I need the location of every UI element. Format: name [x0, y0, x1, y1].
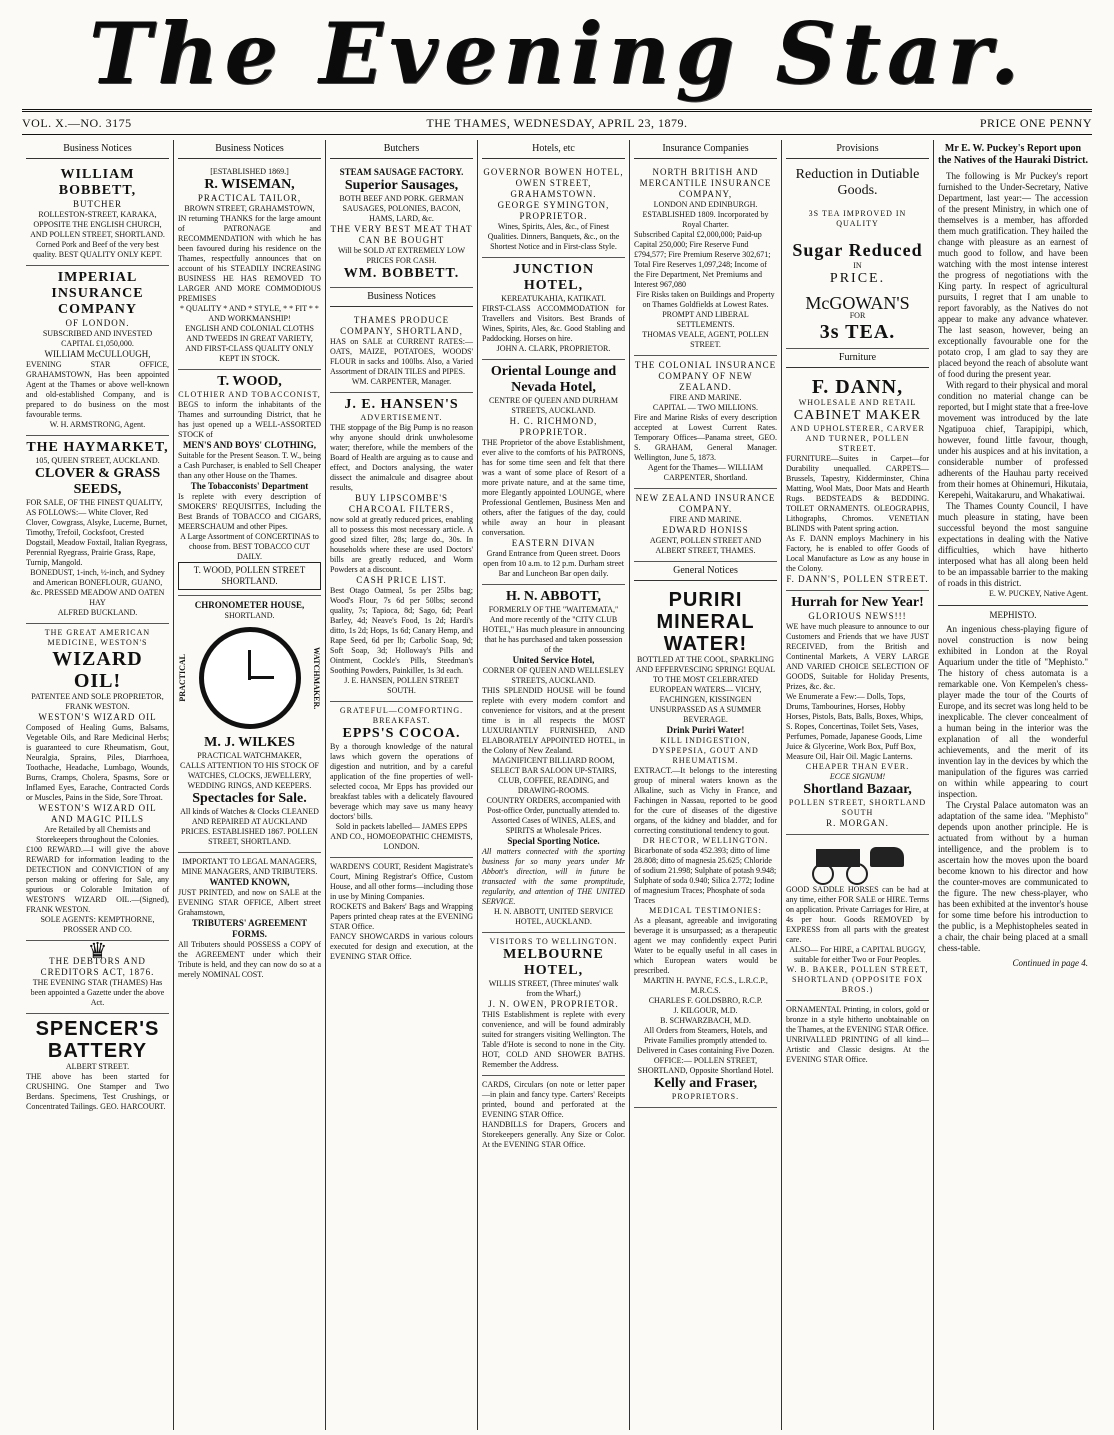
clock-icon: [199, 627, 301, 729]
masthead: [0, 0, 1114, 108]
ornamental-text: ORNAMENTAL Printing, in colors, gold or bronze in a style hitherto unobtainable on the Thames, at the EVENING STAR Office.: [786, 1005, 929, 1034]
ad-subtitle: WESTON'S WIZARD OIL: [38, 712, 157, 722]
magic-pills: WESTON'S WIZARD OIL AND MAGIC PILLS: [38, 803, 157, 824]
dateline-rule: [22, 134, 1092, 135]
ad-title: T. WOOD,: [217, 374, 282, 389]
cloths-line: ENGLISH AND COLONIAL CLOTHS AND TWEEDS IN GREAT VARIETY, AND FIRST-CLASS QUALITY ONLY KEPT IN STOCK.: [185, 324, 314, 363]
clock-right-label: WATCHMAKER.: [312, 646, 321, 710]
drink-heading: Drink Puriri Water!: [666, 725, 745, 735]
ad-title: THE COLONIAL INSURANCE COMPANY OF NEW ZEALAND.: [634, 360, 777, 392]
ad-text: Fire and Marine Risks of every description accepted at Lowest Current Rates. Temporary Offices—Panama street, GEO. S. GRAHAM, General Manager. Wellington, June 5, 1873.: [634, 413, 777, 462]
bazaar-owner: R. MORGAN.: [826, 818, 889, 828]
tobacconist-heading: The Tobacconists' Department: [190, 481, 309, 491]
spectacles-text: All kinds of Watches & Clocks CLEANED AND REPAIRED AT AUCKLAND PRICES. ESTABLISHED 1867. POLLEN STREET, SHORTLAND.: [180, 807, 319, 846]
ad-proprietor: GEORGE SYMINGTON, PROPRIETOR.: [497, 200, 610, 221]
column-4: [478, 140, 630, 1430]
ad-address: ALBERT STREET.: [65, 1062, 130, 1071]
warden-text: WARDEN'S COURT, Resident Magistrate's Court, Mining Registrar's Office, Custom House, and all other forms—including those in use by Mining Companies.: [330, 862, 473, 901]
printing-ads: [482, 1076, 625, 1155]
established: [ESTABLISHED 1869.]: [210, 167, 289, 176]
ad-signature: J. E. HANSEN, POLLEN STREET SOUTH.: [344, 676, 459, 695]
ad-pretitle: THE GREAT AMERICAN MEDICINE, WESTON'S: [44, 628, 151, 647]
ad-subtitle: BUTCHER: [72, 199, 122, 209]
article-paragraph: An ingenious chess-playing figure of novel construction is now being exhibited in London at the Royal Aquarium under the title of "Mephisto." The history of chess automata is a remarkable one. Von Kempelen's chess-player made the tour of the Courts of Europe, and its secret was long held to be inexplicable. The clever concealment of a human being in the interior was the explanation of all the wonderful achievements, and the merit of its invention lay in the devices by which the manipulation of the figures was carried on within while appearing to court inspection.: [938, 624, 1088, 799]
ad-proprietor: J. N. OWEN, PROPRIETOR.: [488, 999, 619, 1009]
wood-box: T. WOOD, POLLEN STREET SHORTLAND.: [178, 562, 321, 590]
tributers-heading: TRIBUTERS' AGREEMENT FORMS.: [191, 918, 308, 939]
column-6: [782, 140, 934, 1430]
ad-established: ESTABLISHED 1809. Incorporated by Royal Charter.: [642, 210, 769, 229]
bazaar-address: POLLEN STREET, SHORTLAND SOUTH: [788, 798, 927, 817]
ad-title: NEW ZEALAND INSURANCE COMPANY.: [635, 493, 776, 514]
puriri-water-ad: [634, 585, 777, 1108]
ad-title: CHRONOMETER HOUSE,: [194, 600, 305, 610]
wiseman-tailor-ad: [178, 163, 321, 370]
article-signature: E. W. PUCKEY, Native Agent.: [989, 589, 1088, 598]
rockets-text: ROCKETS and Bakers' Bags and Wrapping Papers printed cheap rates at the EVENING STAR Office.: [330, 902, 473, 931]
reward-text: £100 REWARD.—I will give the above REWARD for information leading to the DETECTION and CONVICTION of any person making or offering for Sale, any spurious or Colorable Imitation of WESTON'S WIZARD OIL.—(Signed), FRANK WESTON.: [26, 845, 169, 914]
ad-pretitle: VISITORS TO WELLINGTON.: [489, 937, 618, 946]
ad-text: FORMERLY OF THE "WAITEMATA," And more recently of the "CITY CLUB HOTEL," Has much pleasure in announcing that he has purchased and taken possession of the: [482, 605, 625, 654]
ad-subtitle: PRACTICAL TAILOR,: [197, 193, 302, 203]
fancy-text: FANCY SHOWCARDS in various colours executed for design and execution, at the EVENING STAR Office.: [330, 932, 473, 961]
hotel-text: THIS SPLENDID HOUSE will be found replete with every modern comfort and convenience for visitors, and at the present time is in all respects the MOST LUXURIANTLY FURNISHED, AND ELABORATELY APPOINTED HOTEL, in the Colony of New Zealand.: [482, 686, 625, 755]
ad-address: ROLLESTON-STREET, KARAKA, OPPOSITE THE ENGLISH CHURCH, AND POLLEN STREET, SHORTLAND.: [30, 210, 165, 239]
ad-text: FIRST-CLASS ACCOMMODATION for Travellers and Visitors. Best Brands of Wines, Spirits, Ales, &c. Good Stabling and Paddocking. Horses on hire.: [482, 304, 625, 343]
dann-furniture-ad: [786, 372, 929, 591]
ad-title: WIZARD OIL!: [52, 648, 143, 692]
ad-text: Corned Pork and Beef of the very best quality. BEST QUALITY ONLY KEPT.: [33, 240, 162, 259]
column-heading-2: General Notices: [634, 562, 777, 581]
ad-title: THAMES PRODUCE COMPANY, SHORTLAND,: [340, 315, 463, 336]
junction-hotel-ad: [482, 258, 625, 360]
wilkes-subtitle: PRACTICAL WATCHMAKER,: [197, 751, 302, 760]
hansen-ad: [330, 393, 473, 702]
article-headline-2: MEPHISTO.: [938, 605, 1088, 621]
ad-text-2: Suitable for the Present Season. T. W., being a Cash Purchaser, is enabled to Sell Cheaper than any other House on the Thames.: [178, 451, 321, 480]
wilkes-text: CALLS ATTENTION TO HIS STOCK OF WATCHES, CLOCKS, JEWELLERY, WEDDING RINGS, AND KEEPERS.: [180, 761, 319, 790]
tobacco-text: Is replete with every description of SMOKERS' REQUISITES, Including the Best Brands of TOBACCO and CIGARS, MEERSCHAUM and other Pipes.: [178, 492, 321, 531]
bazaar-name: Shortland Bazaar,: [803, 782, 912, 797]
goldsbro-signature: CHARLES F. GOLDSBRO, R.C.P.: [648, 996, 763, 1005]
ad-title: J. E. HANSEN'S: [344, 397, 459, 412]
masthead-rule: [22, 109, 1092, 112]
governor-bowen-ad: [482, 163, 625, 258]
imperial-insurance-ad: [26, 266, 169, 436]
capital-table: Subscribed Capital £2,000,000; Paid-up Capital 250,000; Fire Reserve Fund £794,577; Fire Premium Reserve 302,671; Total Fire Reserves 1,097,248; Income of the Fire Department, Net Premiums and Interest 967,080: [634, 230, 771, 289]
ad-sold: Sold in packets labelled— JAMES EPPS AND CO., HOMOEOPATHIC CHEMISTS, LONDON.: [330, 822, 473, 851]
ad-title: Superior Sausages,: [344, 178, 459, 193]
nz-insurance-ad: [634, 489, 777, 562]
unrivalled-text: UNRIVALLED PRINTING of all kind—Artistic and Classic designs. At the EVENING STAR Office.: [786, 1035, 929, 1064]
column-2: [174, 140, 326, 1430]
clock-left-label: PRACTICAL: [178, 654, 187, 702]
north-british-ad: [634, 163, 777, 356]
article-paragraph: The Crystal Palace automaton was an adaptation of the same idea. "Mephisto" depends upon another principle. He is actuated from without by a human intelligence, and the problem is to ascertain how the moves upon the board become known to his director and how the counter-moves are communicated to the figure. The new chess-player, who has been exhibited at the inventor's house for some time before his introduction to the public, is a Mephistopheles seated in a chair, the chair being placed at a small chess-table.: [938, 800, 1088, 953]
ad-text: Fire Risks taken on Buildings and Property on Thames Goldfields at Lowest Rates. PROMPT AND LIBERAL SETTLEMENTS.: [636, 290, 775, 329]
ad-subtitle: SHORTLAND.: [224, 611, 275, 620]
ad-title: PURIRI MINERAL WATER!: [656, 589, 755, 655]
filters-heading: BUY LIPSCOMBE'S CHARCOAL FILTERS,: [348, 493, 455, 514]
ad-text: EVENING STAR OFFICE, GRAHAMSTOWN, Has been appointed Agent at the Thames or above well-known and old-established Company, and is prepared to do business on the most favourable terms.: [26, 360, 169, 419]
article-paragraph: The Thames County Council, I have much pleasure in stating, have been successful beyond the most sanguine expectations in dealing with the Native difficulties, which have hitherto interposed what has all along been held to be an impassable barrier to the making of roads in this district.: [938, 501, 1088, 588]
ad-text: THE above has been started for CRUSHING. One Stamper and Two Berdans. Specimens, Test Crushings, or Concentrated Tailings. GEO. HARCOURT.: [26, 1072, 169, 1111]
hector-signature: DR HECTOR, WELLINGTON.: [642, 836, 769, 845]
ad-title: JUNCTION HOTEL,: [512, 262, 595, 293]
ad-signature: Agent for the Thames— WILLIAM CARPENTER, Shortland.: [647, 463, 764, 482]
ad-title: WILLIAM BOBBETT,: [58, 167, 137, 198]
price-heading: PRICE.: [829, 271, 886, 286]
ad-subtitle: GLORIOUS NEWS!!!: [808, 611, 907, 621]
ad-text: HAS on SALE at CURRENT RATES:— OATS, MAIZE, POTATOES, WOODS' FLOUR in sacks and 100lbs. Also, a Varied Assortment of DRAIN TILES and PIPES.: [330, 337, 473, 376]
payne-signature: MARTIN H. PAYNE, F.C.S., L.R.C.P., M.R.C.S.: [643, 976, 768, 995]
column-heading-2: Business Notices: [330, 288, 473, 307]
united-service-ad: [482, 585, 625, 933]
oriental-lounge-ad: [482, 360, 625, 585]
agent-signature: W. H. ARMSTRONG, Agent.: [49, 420, 146, 429]
ad-title: Oriental Lounge and Nevada Hotel,: [490, 364, 617, 395]
ad-subtitle: BOTTLED AT THE COOL, SPARKLING AND EFFERVESCING SPRING! EQUAL TO THE MOST CELEBRATED EUROPEAN WATERS— VICHY, FACHINGEN, KISSINGEN UNSURPASSED AS A SUMMER BEVERAGE.: [635, 655, 776, 724]
tea-improved: 3S TEA IMPROVED IN QUALITY: [808, 209, 907, 228]
sausage-factory-ad: [330, 163, 473, 288]
printing-ads: [786, 1001, 929, 1070]
ad-subtitle: FIRE AND MARINE.: [669, 515, 742, 524]
spectacles-heading: Spectacles for Sale.: [192, 791, 307, 806]
sugar-heading: Sugar Reduced: [792, 240, 923, 260]
column-5: [630, 140, 782, 1430]
ad-title: WANTED KNOWN,: [209, 877, 290, 887]
ad-text: GOOD SADDLE HORSES can be had at any time, either FOR SALE or HIRE. Terms on application. Private Carriages for Hire, at 4s per hour. Goods REMOVED by EXPRESS from all parts with the greatest care.: [786, 885, 929, 944]
sporting-text: All matters connected with the sporting business for so many years under Mr Abbott's direction, will in future be transacted with the same promptitude, regularity, and attention of THE UNITED SERVICE.: [482, 847, 625, 906]
reduction-heading: Reduction in Dutiable Goods.: [795, 167, 920, 198]
divan-heading: EASTERN DIVAN: [511, 538, 596, 548]
quality-line: * QUALITY * AND * STYLE, * * FIT * * AND WORKMANSHIP!: [180, 304, 319, 323]
seed-list: FOR SALE, OF THE FINEST QUALITY, AS FOLLOWS:— White Clover, Red Clover, Cowgrass, Alsyke, Lucerne, Burnet, Timothy, Trefoil, Cocksfoot, Crested Dogstail, Meadow Foxtail, Italian Ryegrass, Perennial Ryegrass, Prairie Grass, Rape, Turnip, Mangold.: [26, 498, 168, 567]
ad-title: Hurrah for New Year!: [791, 595, 924, 610]
ad-text-2: As F. DANN employs Machinery in his Factory, he is enabled to offer Goods of Local Manufacture as Low as any house in the Colony.: [786, 534, 929, 573]
orders-text: All Orders from Steamers, Hotels, and Private Families promptly attended to. Delivered in Cases containing Five Dozen.: [636, 1026, 775, 1055]
mcgowan-tea-ad: [786, 163, 929, 349]
continued-note: Continued in page 4.: [1012, 958, 1088, 968]
thames-produce-ad: [330, 311, 473, 393]
ad-capital: CAPITAL — TWO MILLIONS.: [652, 403, 759, 412]
shortland-bazaar-ad: [786, 591, 929, 835]
kilgour-signature: J. KILGOUR, M.D.: [673, 1006, 738, 1015]
ad-text: THIS Establishment is replete with every convenience, and will be found admirably suited for strangers visiting Wellington. The Table d'Hote is second to none in the City. HOT, COLD AND SHOWER BATHS. Remember the Address.: [482, 1010, 625, 1069]
ad-signature: W. B. BAKER, POLLEN STREET, SHORTLAND (OPPOSITE FOX BROS.): [786, 965, 929, 994]
ad-subtitle: ADVERTISEMENT.: [360, 413, 443, 422]
ad-pretitle: STEAM SAUSAGE FACTORY.: [339, 167, 464, 177]
article-paragraph: With regard to their physical and moral condition no material change can be reported, but I might state that a free-love movement was introduced by the late Ngatipuoa chief, Tarapipipi, which, however, found little favour, though, under his auspices and at his invitation, a considerable number of professed adherents of the Hauhau party received from their homes at Ohinemuri, Hikutaia, Kerepehi, Waitakaruru, and Whakatiwai.: [938, 380, 1088, 500]
concertinas-text: A Large Assortment of CONCERTINAS to choose from. BEST TOBACCO CUT DAILY.: [180, 532, 319, 561]
ad-capital: SUBSCRIBED AND INVESTED CAPITAL £1,050,000.: [42, 329, 153, 348]
ad-text: FURNITURE—Suites in Carpet—for Durability unequalled. CARPETS—Brussels, Tapestry, Kidderminster, China Matting, Wool Mats, Door Mats and Hearth Rugs. BEDSTEADS & BEDDING. TOILET ORNAMENTS. OLEOGRAPHS, Lithographs, Chromos. VENETIAN BLINDS with Patent spring action.: [786, 454, 929, 533]
wood-clothier-ad: [178, 370, 321, 596]
ad-signature: H. N. ABBOTT, UNITED SERVICE HOTEL, AUCKLAND.: [494, 907, 613, 926]
ad-subtitle: FIRE AND MARINE.: [669, 393, 742, 402]
ad-text: Composed of Healing Gums, Balsams, Vegetable Oils, and Rare Medicinal Herbs; is guaranteed to cure Rheumatism, Gout, Neuralgia, Sprains, Piles, Diarrhoea, Toothache, Headache, Lumbago, Wounds, Burns, Cramps, Cholera, Spasms, Sore or Inflamed Eyes, Earache, Contracted Cords or Muscles, Pains in the Side, Sore Throat.: [26, 723, 169, 802]
drink-text: KILL INDIGESTION, DYSPEPSIA, GOUT AND RHEUMATISM.: [652, 736, 759, 765]
wizard-oil-ad: [26, 624, 169, 941]
column-heading-2: Furniture: [786, 349, 929, 368]
colonial-insurance-ad: [634, 356, 777, 489]
tributers-text: All Tributers should POSSESS a COPY of the AGREEMENT under which their Tribute is held, and they can now do so at a merely NOMINAL COST.: [178, 940, 321, 979]
sole-agents: SOLE AGENTS: KEMPTHORNE, PROSSER AND CO.: [40, 915, 155, 934]
ad-text: WE have much pleasure to announce to our Customers and Friends that we have JUST RECEIVED, from the British and Continental Markets, A VERY LARGE AND VARIED CHOICE SELECTION OF GOODS, Suitable for Holiday Presents, Prizes, &c. &c.: [786, 622, 929, 691]
bobbett-ad: [26, 163, 169, 266]
ad-text: THE stoppage of the Big Pump is no reason why anyone should drink unwholesome water; therefore, while the members of the Board of Health are arguing as to cause and effect, and Doctors analysing, the water dissect the animalcule and disagree about results,: [330, 423, 473, 492]
horse-carriage-icon: [808, 843, 908, 881]
bonedust-text: BONEDUST, 1-inch, ½-inch, and Sydney and American BONEFLOUR, GUANO, &c. PRESSED MEADOW AND OATEN HAY: [30, 568, 165, 607]
ad-pretitle: GRATEFUL—COMFORTING.: [339, 706, 464, 715]
ad-pretitle: WHOLESALE AND RETAIL: [798, 398, 917, 407]
ad-subtitle: AND UPHOLSTERER, CARVER AND TURNER, POLLEN STREET.: [790, 424, 925, 453]
ad-text: By a thorough knowledge of the natural laws which govern the operations of digestion and nutrition, and by a careful application of the fine properties of well-selected cocoa, Mr Epps has provided our breakfast tables with a delicately flavoured beverage which may save us many heavy doctors' bills.: [330, 742, 473, 821]
column-heading: Business Notices: [178, 140, 321, 159]
cash-price-list: Best Otago Oatmeal, 5s per 25lbs bag; Wood's Flour, 7s 6d per 50lbs; second quality, 7s; Tapioca, 8d; Sago, 6d; Pearl Barley, 4d; Neave's Food, 1s 2d; Hardi's ditto, 1s 2d; Hops, 1s 6d; Canary Hemp, and Rape Seed, 6d per lb; Carbolic Soap, 9d; Soft Soap, 3d; Holloway's Pills and Ointment, Cockle's Pills, Steedman's Soothing Powders, Painkiller, 1s 3d each.: [330, 586, 473, 675]
printing-ads: [330, 858, 473, 967]
ecce-text: ECCE SIGNUM!: [829, 772, 886, 781]
ad-address: 105, QUEEN STREET, AUCKLAND.: [35, 456, 160, 465]
agent-name: EDWARD HONISS: [662, 525, 749, 535]
best-meat-text: Will be SOLD AT EXTREMELY LOW PRICES FOR CASH.: [337, 246, 466, 265]
ad-text: JUST PRINTED, and now on SALE at the EVENING STAR OFFICE, Albert street Grahamstown,: [178, 888, 321, 917]
issue-date: THE THAMES, WEDNESDAY, APRIL 23, 1879.: [426, 116, 688, 130]
ad-signature: WM. BOBBETT.: [343, 266, 460, 281]
ad-title: IMPERIAL INSURANCE COMPANY: [51, 270, 144, 317]
debtors-act-ad: [26, 938, 169, 1014]
ad-text: Wines, Spirits, Ales, &c., of Finest Qualities. Dinners, Banquets, &c., on the Shortest Notice and in First-class Style.: [487, 222, 620, 251]
ad-text: BOTH BEEF AND PORK. GERMAN SAUSAGES, POLONIES, BACON, HAMS, LARD, &c.: [339, 194, 464, 223]
tea-heading: 3s TEA.: [819, 321, 896, 343]
goods-list: We Enumerate a Few:— Dolls, Tops, Drums, Tambourines, Horses, Hobby Horses, Pistols, Bats, Balls, Boxes, Whips, S. Ropes, Concertinas, Toilet Sets, Vases, Perfumes, Pomade, Japanese Goods, Lime Juice & Glycerine, Work Box, Puff Box, Measure Oil, Hair Oil. Magic Lanterns.: [786, 692, 923, 761]
issue-price: PRICE ONE PENNY: [979, 116, 1092, 130]
filters-text: now sold at greatly reduced prices, enabling all to possess this most necessary article. A good sized filter, 28s; large do., 30s. In households where these are used Doctors' bills are greatly reduced, and Worm Powders at a discount.: [330, 515, 473, 574]
ad-signature: WM. CARPENTER, Manager.: [351, 377, 452, 386]
ad-title: F. DANN,: [811, 376, 904, 398]
baker-livery-ad: [786, 835, 929, 1001]
cabinet-maker: CABINET MAKER: [793, 408, 922, 423]
column-heading: Provisions: [786, 140, 929, 159]
royal-crest-icon: ♛: [87, 938, 108, 963]
ad-text-2: Are Retailed by all Chemists and Storekeepers throughout the Colonies.: [36, 825, 159, 844]
ad-title: NORTH BRITISH AND MERCANTILE INSURANCE COMPANY,: [639, 167, 772, 199]
hotel-address: CORNER OF QUEEN AND WELLESLEY STREETS, AUCKLAND.: [482, 666, 625, 685]
ad-text: AGENT, POLLEN STREET AND ALBERT STREET, THAMES.: [649, 536, 762, 555]
office-text: OFFICE:— POLLEN STREET, SHORTLAND, Opposite Shortland Hotel.: [637, 1056, 774, 1075]
clover-heading: CLOVER & GRASS SEEDS,: [34, 466, 161, 497]
ad-subtitle: CLOTHIER AND TOBACCONIST,: [178, 390, 321, 399]
ad-title: MELBOURNE HOTEL,: [503, 947, 604, 978]
cards-text: CARDS, Circulars (on note or letter paper—in plain and fancy type. Carters' Receipts printed, bound and perforated at the EVENING STAR Office.: [482, 1080, 625, 1119]
ad-title: H. N. ABBOTT,: [505, 589, 602, 604]
best-meat: THE VERY BEST MEAT THAT CAN BE BOUGHT: [330, 224, 473, 245]
ad-proprietor: PATENTEE AND SOLE PROPRIETOR, FRANK WESTON.: [31, 692, 164, 711]
schwarzbach-signature: B. SCHWARZBACH, M.D.: [660, 1016, 751, 1025]
billiard-text: MAGNIFICENT BILLIARD ROOM, SELECT BAR SALOON UP-STAIRS, CLUB, COFFEE, READING, and DRAWING-ROOMS.: [490, 756, 617, 795]
column-1: [22, 140, 174, 1430]
mcgowan-name: McGOWAN'S: [805, 293, 910, 313]
sugar-in: IN: [853, 261, 862, 270]
country-text: COUNTRY ORDERS, accompanied with Post-office Order, punctually attended to. Assorted Cases of WINES, ALES, and SPIRITS at Wholesale Prices.: [486, 796, 621, 835]
ad-subtitle: LONDON AND EDINBURGH.: [653, 200, 758, 209]
proprietors-label: PROPRIETORS.: [671, 1092, 740, 1101]
tributers-ad: [178, 853, 321, 985]
hotel-name: United Service Hotel,: [512, 655, 595, 665]
ad-title: GOVERNOR BOWEN HOTEL, OWEN STREET, GRAHAMSTOWN.: [483, 167, 624, 199]
proprietors-name: Kelly and Fraser,: [653, 1076, 758, 1091]
ad-proprietor: H. C. RICHMOND, PROPRIETOR.: [509, 416, 598, 437]
volume-number: VOL. X.—NO. 3175: [22, 116, 132, 130]
medical-heading: MEDICAL TESTIMONIES:: [649, 906, 762, 915]
ad-address: WILLIS STREET, (Three minutes' walk from the Wharf,): [488, 979, 619, 998]
analysis-table: Bicarbonate of soda 452.393; ditto of lime 28.808; ditto of magnesia 25.625; Chloride of sodium 21.998; Sulphate of potash 9.948; Sulphate of soda 0.940; Silica 2.772; Iodine of magnesium Traces; Phosphate of soda Traces: [634, 846, 777, 905]
cheaper-text: CHEAPER THAN EVER.: [805, 762, 910, 771]
haymarket-ad: [26, 436, 169, 624]
divan-text: Grand Entrance from Queen street. Doors open from 10 a.m. to 12 p.m. Durham street Bar and Luncheon Bar open daily.: [483, 549, 624, 578]
agent-name: WILLIAM McCULLOUGH,: [44, 349, 151, 359]
column-heading: Insurance Companies: [634, 140, 777, 159]
ad-text: BEGS to inform the inhabitants of the Thames and surrounding District, that he has just opened up a WELL-ASSORTED STOCK of: [178, 400, 321, 439]
ad-title: R. WISEMAN,: [204, 177, 295, 192]
columns: [22, 140, 1092, 1430]
extract-text: EXTRACT.—It belongs to the interesting group of mineral waters known as the Alkaline, such as Vichy in France, and Fachingen in Nassau, reported to be good for the cure of diseases of the digestive organs, of the kidney and bladder, and for correcting constitutional tendency to gout.: [634, 766, 777, 835]
sporting-heading: Special Sporting Notice.: [507, 836, 600, 846]
chronometer-house-ad: [178, 596, 321, 853]
ad-proprietor: JOHN A. CLARK, PROPRIETOR.: [496, 344, 611, 353]
spencer-battery-ad: [26, 1014, 169, 1117]
article-paragraph: The following is Mr Puckey's report furnished to the Under-Secretary, Native Department, last year:— The accession of the present Ministry, in which one of themselves is a member, has afforded them much gratification. They hailed the change with pleasure as an earnest of much good to follow, and have been watching with the most intense interest the progress of negotiations with the King party. In respect of agricultural pursuits, I regret that I am unable to report favorably, as the Natives do not appear to make any advance whatever. The last season, however, being an exceptionally favourable one for the potato crop, I am glad to say they are placed beyond the reach of absolute want of food during the present year.: [938, 171, 1088, 379]
ad-title: SPENCER'S BATTERY: [35, 1018, 160, 1062]
dateline: [22, 116, 1092, 136]
ad-signature: THOMAS VEALE, AGENT, POLLEN STREET.: [642, 330, 769, 349]
ad-subtitle: OF LONDON.: [65, 318, 130, 328]
ad-pretitle-2: BREAKFAST.: [372, 716, 431, 725]
column-heading: Hotels, etc: [482, 140, 625, 159]
melbourne-hotel-ad: [482, 933, 625, 1076]
ad-subtitle: KEREATUKAHIA, KATIKATI.: [501, 294, 606, 303]
ad-signature: F. DANN'S, POLLEN STREET.: [786, 574, 929, 584]
column-heading: Business Notices: [26, 140, 169, 159]
ad-pretitle: IMPORTANT TO LEGAL MANAGERS, MINE MANAGERS, AND TRIBUTERS.: [181, 857, 318, 876]
handbills-text: HANDBILLS for Drapers, Grocers and Storekeepers generally. Any Size or Color. At the EVENING STAR Office.: [482, 1120, 625, 1149]
ad-text: THE EVENING STAR (THAMES) Has been appointed a Gazette under the above Act.: [30, 978, 165, 1007]
ad-text: THE Proprietor of the above Establishment, ever alive to the comforts of his PATRONS, has for some time seen and felt that there was a want of some place of Resort of a more private nature, and at the same time, more Elegantly appointed LOUNGE, where Professional Gentlemen, Business Men and others, after the fatigues of the day, could while away an hour in pleasant conversation.: [482, 438, 625, 537]
medical-text: As a pleasant, agreeable and invigorating beverage it is unsurpassed; as a therapeutic agent we may confidently expect Puriri Water to be equally useful in all cases in which European waters would be prescribed.: [634, 916, 777, 975]
buggy-text: ALSO— For HIRE, a CAPITAL BUGGY, suitable for either Two or Four Peoples.: [789, 945, 926, 964]
clothing-heading: MEN'S AND BOYS' CLOTHING,: [182, 440, 317, 450]
epps-cocoa-ad: [330, 702, 473, 858]
column-heading: Butchers: [330, 140, 473, 159]
ad-title: THE HAYMARKET,: [26, 440, 169, 455]
cash-price-heading: CASH PRICE LIST.: [356, 575, 447, 585]
column-7: [934, 140, 1092, 1430]
ad-title: EPPS'S COCOA.: [342, 726, 461, 741]
wilkes-name: M. J. WILKES: [204, 735, 295, 750]
article-headline: Mr E. W. Puckey's Report upon the Natives of the Hauraki District.: [938, 143, 1088, 166]
mcgowan-for: FOR: [849, 311, 866, 320]
ad-title: THE DEBTORS AND CREDITORS ACT, 1876.: [40, 956, 155, 977]
newspaper-title: The Evening Star.: [88, 4, 1026, 103]
ad-text: IN returning THANKS for the large amount of PATRONAGE and RECOMMENDATION with which he has been favoured during his residence on the Thames, respectfully announces that on account of his STEADILY INCREASING BUSINESS HE HAS REMOVED TO LARGER AND MORE COMMODIOUS PREMISES: [178, 214, 321, 303]
ad-signature: ALFRED BUCKLAND.: [57, 608, 138, 617]
column-3: [326, 140, 478, 1430]
ad-subtitle: CENTRE OF QUEEN AND DURHAM STREETS, AUCKLAND.: [489, 396, 618, 415]
ad-address: BROWN STREET, GRAHAMSTOWN,: [184, 204, 315, 213]
